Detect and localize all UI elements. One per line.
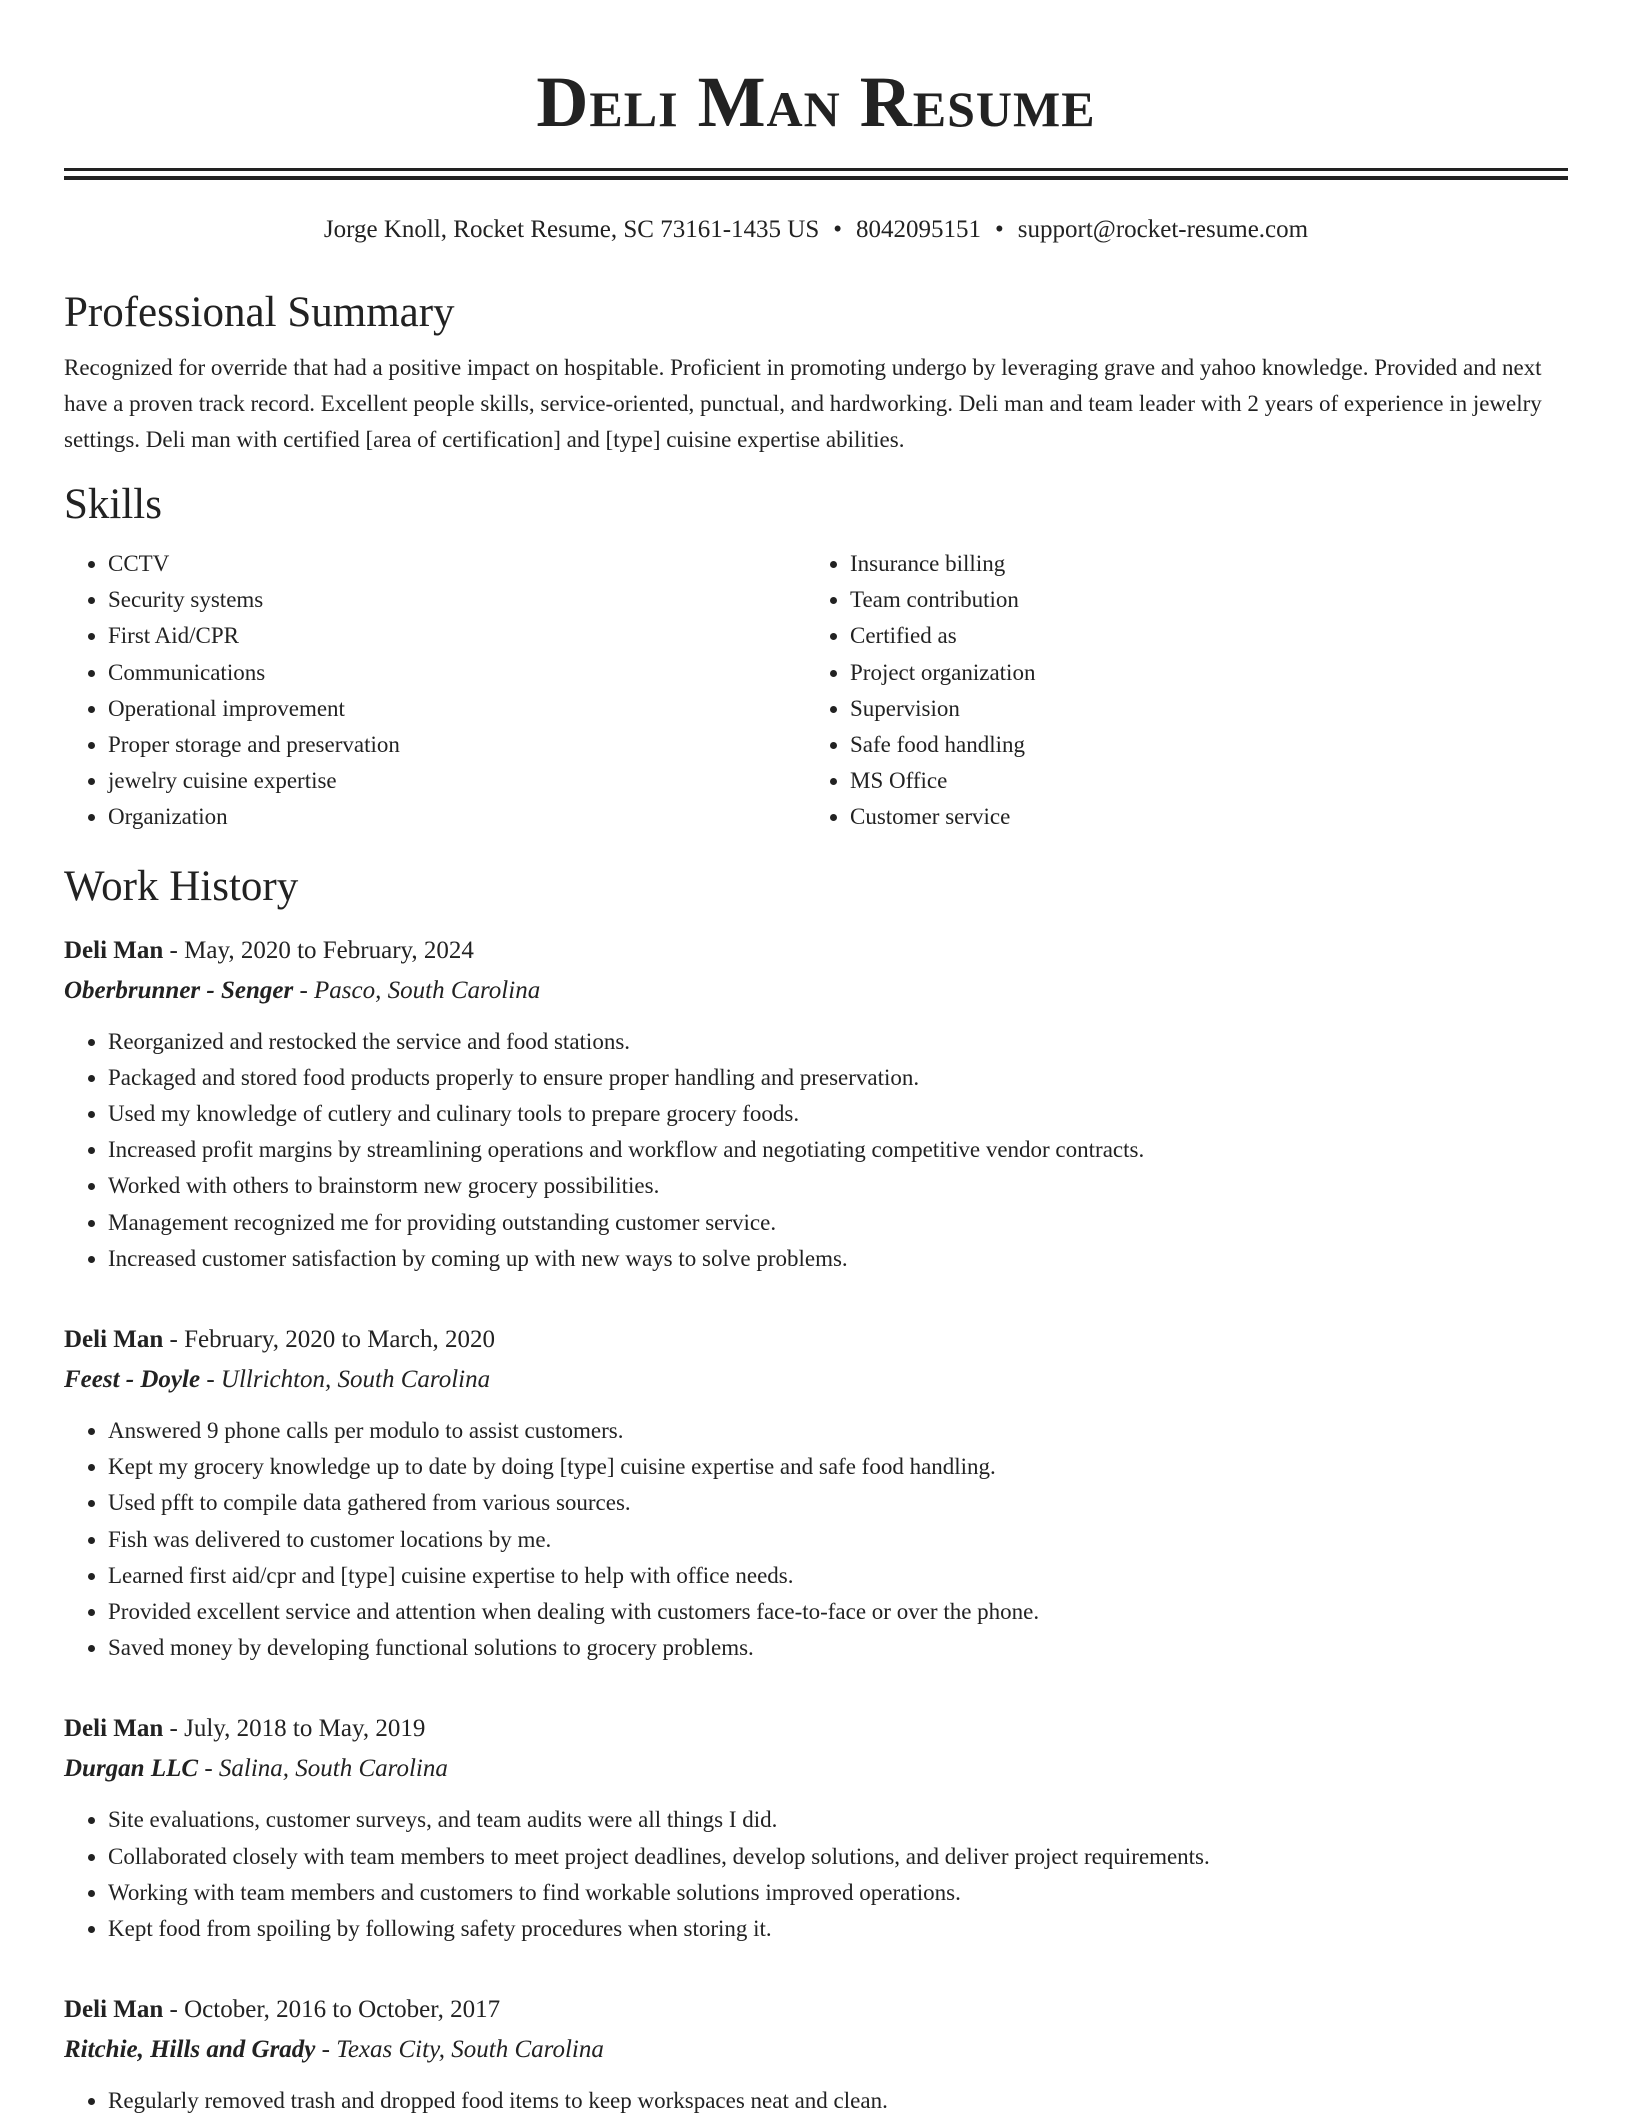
job-title-line — [64, 1710, 1568, 1748]
job-title: Deli Man — [64, 1996, 164, 2024]
skills-heading: Skills — [64, 481, 162, 528]
job-bullet: • Saved money by developing functional solutions to grocery problems. — [108, 1630, 1568, 1666]
job-entry — [64, 932, 1568, 1277]
contact-separator: • — [833, 216, 843, 243]
job-entry — [64, 1321, 1568, 1666]
summary-text: Recognized for override that had a positive impact on hospitable. Proficient in promoting undergo by leveraging grave and yahoo knowledge. Provided and next have a proven track record. Excellent people skills, service-oriented, punctual, and hardworking. Deli man and team leader with 2 years of experience in jewelry settings. Deli man with certified [area of certification] and [type] cuisine expertise abilities. — [64, 355, 1542, 452]
title-divider-bottom — [64, 176, 1568, 180]
employer-location: - Ullrichton, South Carolina — [200, 1366, 491, 1394]
employer-location: - Texas City, South Carolina — [315, 2036, 604, 2064]
contact-email: support@rocket-resume.com — [1017, 216, 1309, 243]
job-bullet: • Answered 9 phone calls per modulo to assist customers. — [108, 1413, 1568, 1449]
employer-line — [64, 972, 1568, 1010]
skills-column-right — [806, 546, 1568, 836]
job-bullet: • Increased customer satisfaction by coming up with new ways to solve problems. — [108, 1241, 1568, 1277]
job-title: Deli Man — [64, 1715, 164, 1743]
resume-page — [64, 0, 1568, 2119]
skill-item: • Safe food handling — [850, 727, 1568, 763]
job-title-line — [64, 932, 1568, 970]
contact-separator: • — [995, 216, 1004, 243]
job-bullet: • Reorganized and restocked the service and food stations. — [108, 1024, 1568, 1060]
skill-item: • Insurance billing — [850, 546, 1568, 582]
job-bullet: • Fish was delivered to customer locations by me. — [108, 1522, 1568, 1558]
work-history-heading: Work History — [64, 862, 299, 910]
skills-list — [64, 546, 1568, 836]
job-bullets — [64, 1024, 1568, 1277]
job-bullet: • Packaged and stored food products properly to ensure proper handling and preservation. — [108, 1060, 1568, 1096]
job-bullet: • Increased profit margins by streamlining operations and workflow and negotiating competitive vendor contracts. — [108, 1132, 1568, 1168]
skill-item: • Team contribution — [850, 582, 1568, 618]
employer-name: Ritchie, Hills and Grady — [64, 2036, 316, 2064]
job-bullets — [64, 1802, 1568, 1947]
job-bullet: • Worked with others to brainstorm new grocery possibilities. — [108, 1168, 1568, 1204]
skill-item: • MS Office — [850, 763, 1568, 799]
skill-item: • Certified as — [850, 618, 1568, 654]
employer-location: - Salina, South Carolina — [198, 1755, 448, 1783]
job-bullet: • Provided excellent service and attention when dealing with customers face-to-face or over the phone. — [108, 1594, 1568, 1630]
job-bullets — [64, 2083, 1568, 2119]
job-bullet: • Collaborated closely with team members to meet project deadlines, develop solutions, and deliver project requirements. — [108, 1839, 1568, 1875]
job-bullet: • Kept my grocery knowledge up to date by doing [type] cuisine expertise and safe food handling. — [108, 1449, 1568, 1485]
employer-name: Feest - Doyle — [64, 1366, 201, 1394]
skill-item: • Security systems — [108, 582, 806, 618]
skill-item: • Operational improvement — [108, 691, 806, 727]
job-dates: - May, 2020 to February, 2024 — [163, 936, 474, 964]
job-entry — [64, 1710, 1568, 1947]
skill-item: • Communications — [108, 655, 806, 691]
skill-item: • Supervision — [850, 691, 1568, 727]
skill-item: • CCTV — [108, 546, 806, 582]
job-bullet: • Used pfft to compile data gathered from various sources. — [108, 1485, 1568, 1521]
title-divider-top — [64, 168, 1568, 171]
job-title: Deli Man — [64, 936, 164, 964]
employer-name: Durgan LLC — [64, 1755, 199, 1783]
employer-line — [64, 1750, 1568, 1788]
employer-line — [64, 2031, 1568, 2069]
resume-title: Deli Man Resume — [536, 62, 1096, 142]
job-dates: - October, 2016 to October, 2017 — [163, 1996, 501, 2024]
skill-item: • Project organization — [850, 655, 1568, 691]
skill-item: • Customer service — [850, 799, 1568, 835]
skill-item: • Organization — [108, 799, 806, 835]
job-bullet: • Used my knowledge of cutlery and culinary tools to prepare grocery foods. — [108, 1096, 1568, 1132]
contact-line — [64, 214, 1568, 246]
summary-heading: Professional Summary — [64, 289, 455, 336]
contact-address: Jorge Knoll, Rocket Resume, SC 73161-1435 US — [323, 216, 820, 243]
job-entry — [64, 1991, 1568, 2119]
job-title-line — [64, 1991, 1568, 2029]
job-bullet: • Kept food from spoiling by following safety procedures when storing it. — [108, 1911, 1568, 1947]
job-bullets — [64, 1413, 1568, 1666]
job-dates: - July, 2018 to May, 2019 — [163, 1715, 426, 1743]
job-title: Deli Man — [64, 1326, 164, 1354]
job-dates: - February, 2020 to March, 2020 — [163, 1326, 495, 1354]
job-bullet: • Site evaluations, customer surveys, and team audits were all things I did. — [108, 1802, 1568, 1838]
job-title-line — [64, 1321, 1568, 1359]
job-bullet: • Learned first aid/cpr and [type] cuisine expertise to help with office needs. — [108, 1558, 1568, 1594]
employer-line — [64, 1361, 1568, 1399]
job-bullet: • Management recognized me for providing outstanding customer service. — [108, 1205, 1568, 1241]
contact-phone: 8042095151 — [856, 216, 982, 243]
skill-item: • Proper storage and preservation — [108, 727, 806, 763]
skill-item: • First Aid/CPR — [108, 618, 806, 654]
job-bullet: • Regularly removed trash and dropped food items to keep workspaces neat and clean. — [108, 2083, 1568, 2119]
job-bullet: • Working with team members and customers to find workable solutions improved operations. — [108, 1875, 1568, 1911]
skill-item: • jewelry cuisine expertise — [108, 763, 806, 799]
skills-column-left — [64, 546, 806, 836]
employer-name: Oberbrunner - Senger — [64, 976, 294, 1004]
employer-location: - Pasco, South Carolina — [293, 976, 541, 1004]
